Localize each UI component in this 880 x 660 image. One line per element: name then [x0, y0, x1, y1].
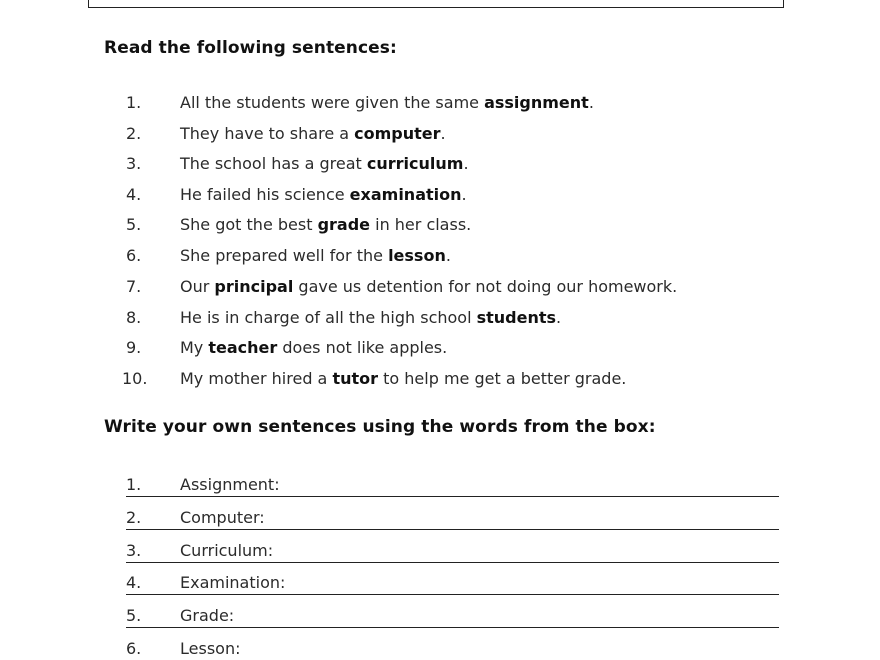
word-box — [88, 0, 784, 8]
sentence-item — [0, 338, 880, 364]
sentence-text: They have to share a computer. — [180, 124, 446, 143]
sentence-item — [0, 277, 880, 303]
sentence-number: 4. — [126, 185, 142, 204]
write-line-number: 2. — [126, 508, 142, 527]
write-line-label: Examination: — [180, 573, 286, 592]
vocab-word: principal — [214, 277, 294, 296]
sentence-text: He failed his science examination. — [180, 185, 467, 204]
vocab-word: students — [476, 308, 557, 327]
vocab-word: teacher — [208, 338, 278, 357]
sentence-number: 8. — [126, 308, 142, 327]
vocab-word: assignment — [484, 93, 589, 112]
write-line[interactable] — [126, 603, 779, 628]
sentence-text: The school has a great curriculum. — [180, 154, 469, 173]
sentence-number: 9. — [126, 338, 142, 357]
write-line-number: 4. — [126, 573, 142, 592]
sentence-number: 6. — [126, 246, 142, 265]
vocab-word: computer — [354, 124, 441, 143]
write-line-number: 5. — [126, 606, 142, 625]
vocab-word: grade — [317, 215, 371, 234]
write-line-number: 1. — [126, 475, 142, 494]
write-line-label: Computer: — [180, 508, 265, 527]
write-line-label: Curriculum: — [180, 541, 274, 560]
write-line[interactable] — [126, 472, 779, 497]
sentence-text: Our principal gave us detention for not doing our homework. — [180, 277, 678, 296]
sentence-text: She prepared well for the lesson. — [180, 246, 451, 265]
sentence-text: All the students were given the same assignment. — [180, 93, 594, 112]
write-line-number: 3. — [126, 541, 142, 560]
sentence-item — [0, 154, 880, 180]
write-line-label: Lesson: — [180, 639, 241, 658]
write-sentences-heading: Write your own sentences using the words from the box: — [104, 417, 656, 437]
write-line[interactable] — [126, 505, 779, 530]
write-line-label: Grade: — [180, 606, 235, 625]
sentence-item — [0, 246, 880, 272]
vocab-word: examination — [349, 185, 462, 204]
write-line[interactable] — [126, 636, 779, 660]
sentence-number: 2. — [126, 124, 142, 143]
write-line[interactable] — [126, 570, 779, 595]
vocab-word: tutor — [332, 369, 379, 388]
sentence-number: 10. — [122, 369, 148, 388]
sentence-text: My teacher does not like apples. — [180, 338, 448, 357]
sentence-item — [0, 124, 880, 150]
sentence-item — [0, 369, 880, 395]
sentence-number: 7. — [126, 277, 142, 296]
read-sentences-heading: Read the following sentences: — [104, 38, 397, 58]
write-line-number: 6. — [126, 639, 142, 658]
sentence-text: He is in charge of all the high school students. — [180, 308, 562, 327]
sentence-number: 5. — [126, 215, 142, 234]
sentence-number: 3. — [126, 154, 142, 173]
sentence-item — [0, 93, 880, 119]
sentence-item — [0, 308, 880, 334]
write-line[interactable] — [126, 538, 779, 563]
sentence-text: My mother hired a tutor to help me get a better grade. — [180, 369, 627, 388]
sentence-item — [0, 185, 880, 211]
vocab-word: lesson — [388, 246, 446, 265]
write-line-label: Assignment: — [180, 475, 280, 494]
vocab-word: curriculum — [366, 154, 464, 173]
sentence-text: She got the best grade in her class. — [180, 215, 472, 234]
sentence-number: 1. — [126, 93, 142, 112]
sentence-item — [0, 215, 880, 241]
